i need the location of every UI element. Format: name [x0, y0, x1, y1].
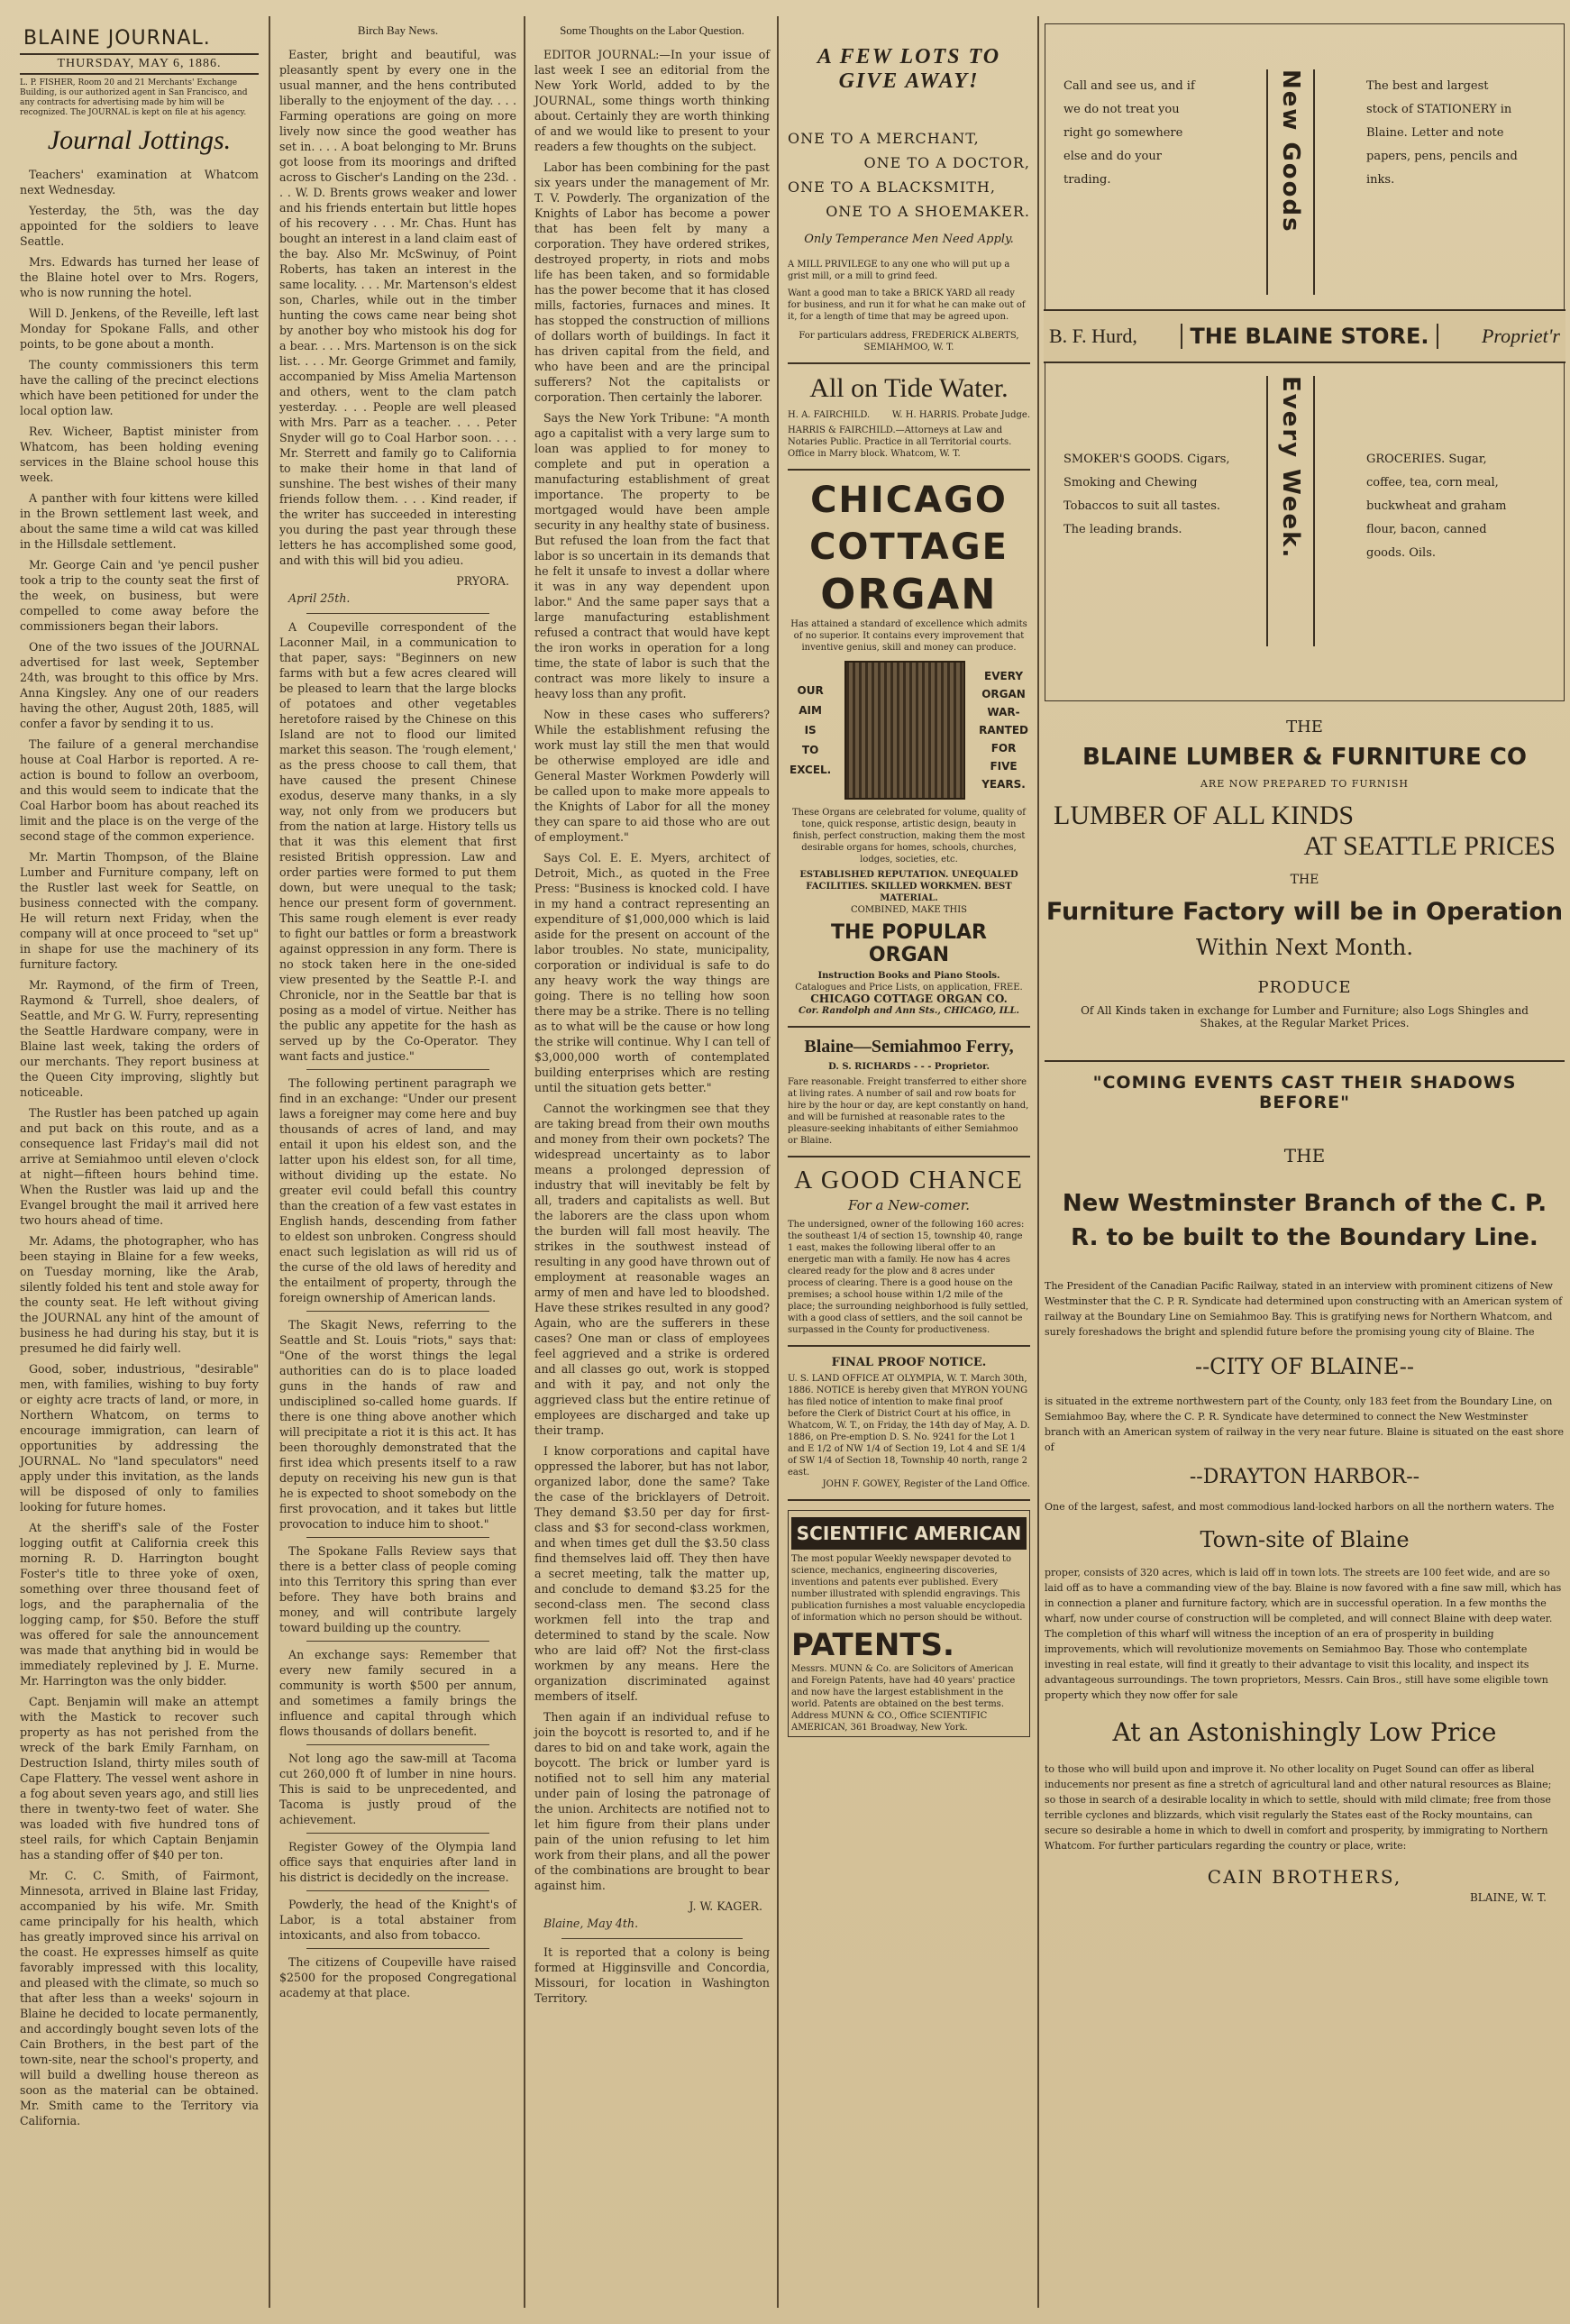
ad-headline: BLAINE LUMBER & FURNITURE CO	[1082, 744, 1527, 771]
paragraph: A panther with four kittens were killed in the Brown settlement last week, and about the same time a wild cat was killed in the Hillsdale settlement.	[20, 491, 259, 551]
paragraph: Easter, bright and beautiful, was pleasantly spent by every one in the usual manner, and the hens contributed liberally to the enjoyment of the day. . . . Farming operations are going on more lively now since the good weather has set in. . . . A boat belonging to Mr. Bruns got loose from its moorings and drifted across to Gischer's Landing on the 23d. . . . W. D. Brents grows weaker and lower and his friends entertain but little hopes of his recovery . . . Mr. Chas. Hunt has bought an interest in a land claim east of the bay. Also Mr. McSwinuy, of Point Roberts, has taken an interest in the same locality. . . . Mr. Martenson's eldest son, Charles, while out in the timber hunting the cows came near being shot by another boy who mistook his dog for a bear. . . . Mrs. Martenson is on the sick list. . . . Mr. George Grimmet and family, accompanied by Miss Amelia Martenson and others, went to the clam patch yesterday. . . . People are well pleased with Mrs. Parr as a teacher. . . . Peter Snyder will go to Coal Harbor soon. . . . Mr. Sterrett and family go to California to make their home in that land of sunshine. The best wishes of their many friends follow them. . . . Kind reader, if the writer has succeeded in interesting you during the past year through these letters he has accomplished some good, and with this will bid you adieu.	[279, 48, 516, 567]
slogan-word: FIVE	[990, 760, 1018, 773]
ad-name: W. H. HARRIS. Probate Judge.	[891, 410, 1030, 420]
ad-text: COMBINED, MAKE THIS	[850, 905, 968, 915]
ad-sign: CAIN BROTHERS,	[1207, 1866, 1402, 1888]
ad-line: PRODUCE	[1257, 978, 1352, 997]
ad-line: ONE TO A SHOEMAKER.	[826, 203, 1030, 220]
masthead-title: BLAINE JOURNAL.	[23, 27, 211, 50]
ad-line: THE	[1286, 718, 1323, 737]
slogan-word: RANTED	[979, 724, 1028, 737]
ad-text: Call and see us, and if we do not treat you right go somewhere else and do your trading.	[1063, 79, 1195, 187]
ad-line: ONE TO A DOCTOR,	[863, 154, 1030, 171]
slogan-word: TO	[801, 744, 819, 756]
paragraph: Cannot the workingmen see that they are taking bread from their own mouths and money from their own pockets? The widespread uncertainty as to labor means a prolonged depression of industry that will inevitably be felt by all, traders and capitalists as well. But the laborers are the class upon whom the burden will fall most heavily. The strikes in the southwest instead of resulting in any good have thrown out of employment at reasonable wages an army of men and have led to bloodshed. Have these strikes resulted in any good? Again, who are the sufferers in these cases? One man or class of employees feel aggrieved and a strike is ordered and all classes go out, work is stopped and with it pay, and not only the aggrieved class but the entire retinue of employees are discharged and take up their tramp.	[534, 1102, 770, 1437]
date-note: April 25th.	[288, 591, 351, 605]
paragraph: The Spokane Falls Review says that there is a better class of people coming into this Territory this spring than ever before. They have both brains and money, and will contribute largely toward building up the country.	[279, 1544, 516, 1634]
ad-headline: "COMING EVENTS CAST THEIR SHADOWS BEFORE"	[1092, 1073, 1517, 1112]
ad-proprietor: D. S. RICHARDS - - - Proprietor.	[828, 1062, 990, 1072]
store-name: THE BLAINE STORE.	[1181, 324, 1438, 349]
slogan-word: FOR	[990, 742, 1017, 755]
ad-headline: THE POPULAR ORGAN	[831, 921, 987, 966]
slogan-word: AIM	[799, 704, 822, 717]
signature: J. W. KAGER.	[689, 1899, 762, 1913]
paragraph: Teachers' examination at Whatcom next Wednesday.	[20, 168, 259, 197]
article-body	[534, 47, 770, 2006]
paragraph: The following pertinent paragraph we find in an exchange: "Under our present laws a foreigner may come here and buy thousands of acres of land, and may entail it upon his eldest son, and the latter upon his eldest son, for all time, without dividing up the estate. No greater evil could befall this country than the creation of a few vast estates in English hands, descending from father to eldest son unbroken. Congress should enact such legislation as will rid us of the curse of the old laws of heredity and the entailment of property, through the foreign ownership of American lands.	[279, 1076, 516, 1304]
paragraph: I know corporations and capital have oppressed the laborer, but has not labor, organized labor, done the same? Take the case of the bricklayers of Detroit. They demand $3.50 per day for first-class and $3 for second-class workmen, and when times get dull the $3.50 class find themselves laid off. They then have a secret meeting, talk the matter up, and conclude to demand $3.25 for the second-class men. The second class workmen fell into the trap and determined to stand by the scale. Now who are laid off? Not the first-class workmen by any means. Here the organization discriminated against members of itself.	[534, 1444, 770, 1703]
ad-text: Want a good man to take a BRICK YARD all ready for business, and run it for what he can make out of it, for a length of time that may be agreed upon.	[788, 288, 1026, 322]
scientific-american-ad	[788, 1510, 1030, 1737]
ad-name: H. A. FAIRCHILD.	[788, 410, 871, 420]
paragraph: Labor has been combining for the past six years under the management of Mr. T. V. Powderly. The organization of the Knights of Labor has become a power that has been felt by many a corporation. They have ordered strikes, destroyed property, in riots and mobs life has been taken, and so formidable has the power become that it has closed mills, factories, furnaces and mines. It has stopped the construction of millions of dollars worth of buildings. In fact it has driven capital from the field, and who have been and are the principal sufferers? Not the capitalists or corporation. Then certainly the laborer.	[534, 160, 770, 404]
signature: PRYORA.	[456, 574, 509, 588]
coming-events-ad	[1045, 1073, 1565, 1904]
ad-headline: AT SEATTLE PRICES	[1303, 831, 1556, 861]
ad-headline: SCIENTIFIC AMERICAN	[791, 1517, 1027, 1550]
column-4-ads	[779, 18, 1039, 2308]
ad-text: The most popular Weekly newspaper devoted to science, mechanics, engineering discoveries, inventions and patents ever published. Every number illustrated with splendid engravings. This publication furnishes a most valuable encyclopedia of information which no person should be without.	[791, 1554, 1026, 1623]
ad-line: THE	[1290, 873, 1319, 887]
ad-line: ONE TO A MERCHANT,	[788, 130, 980, 147]
paragraph: Mrs. Edwards has turned her lease of the Blaine hotel over to Mrs. Rogers, who is now running the hotel.	[20, 255, 259, 299]
ad-headline: LUMBER OF ALL KINDS	[1054, 801, 1355, 830]
ad-text: ESTABLISHED REPUTATION. UNEQUALED FACILITIES. SKILLED WORKMEN. BEST MATERIAL.	[799, 870, 1018, 903]
article-body	[20, 167, 259, 2128]
organ-ad	[788, 480, 1030, 1017]
divider	[788, 1499, 1030, 1501]
ad-headline: CHICAGO	[810, 480, 1008, 521]
section-heading: Journal Jottings.	[47, 125, 232, 155]
blaine-store-ad	[1045, 23, 1565, 701]
column-1	[11, 18, 268, 2308]
tide-ad	[788, 373, 1030, 460]
ad-text: HARRIS & FAIRCHILD.—Attorneys at Law and Notaries Public. Practice in all Territorial courts. Office in Marry block. Whatcom, W. T.	[788, 425, 1012, 459]
divider	[306, 1833, 489, 1834]
vertical-banner: Every Week.	[1266, 376, 1315, 646]
paragraph: Then again if an individual refuse to join the boycott is resorted to, and if he dares to bid on and take work, again the boycott. The brick or lumber yard is notified not to sell him any material under pain of losing the patronage of the union. Architects are notified not to let him figure from their plans under pain of the union refusing to let him work from their plans, and all the power of the combinations are brought to bear against him.	[534, 1710, 770, 1892]
store-proprietor: Propriet'r	[1481, 325, 1560, 347]
lots-ad	[788, 45, 1030, 353]
divider	[788, 469, 1030, 471]
ad-note: Only Temperance Men Need Apply.	[804, 233, 1014, 246]
ferry-ad	[788, 1037, 1030, 1147]
divider	[306, 1948, 489, 1949]
divider	[788, 1345, 1030, 1347]
section-heading: Birch Bay News.	[357, 23, 439, 37]
ad-subhead: For a New-comer.	[848, 1197, 970, 1213]
vertical-banner: New Goods	[1266, 69, 1315, 295]
ad-headline: Town-site of Blaine	[1200, 1527, 1410, 1552]
paragraph: Will D. Jenkens, of the Reveille, left last Monday for Spokane Falls, and other points, to be gone about a month.	[20, 307, 259, 351]
date-note: Blaine, May 4th.	[543, 1917, 639, 1930]
lumber-ad	[1045, 718, 1565, 1029]
divider	[788, 1026, 1030, 1028]
ad-line: ARE NOW PREPARED TO FURNISH	[1200, 778, 1409, 790]
column-5-ads	[1039, 18, 1570, 2308]
ad-sign: JOHN F. GOWEY, Register of the Land Office.	[822, 1479, 1030, 1489]
ad-line: ONE TO A BLACKSMITH,	[788, 178, 996, 196]
paragraph: An exchange says: Remember that every new family secured in a community is worth $500 per annum, and sometimes a family brings the influence and capital through which flows thousands of dollars benefit.	[279, 1648, 516, 1738]
paragraph: Capt. Benjamin will make an attempt with the Mastick to recover such property as has not perished from the wreck of the bark Emily Farnham, on Destruction Island, thirty miles south of Cape Flattery. The vessel went ashore in a fog about seven years ago, and still lies there in twenty-two feet of water. She was loaded with five hundred tons of steel rails, for which Captain Benjamin has a standing offer of $40 per ton.	[20, 1695, 259, 1862]
agent-note: L. P. FISHER, Room 20 and 21 Merchants' Exchange Building, is our authorized agent in San Francisco, and any contracts for advertising made by him will be recognized. The JOURNAL is kept on file at his agency.	[20, 78, 248, 117]
ad-text: Instruction Books and Piano Stools.	[817, 971, 1000, 981]
paragraph: The county commissioners this term have the calling of the precinct elections which have been petitioned for under the local option law.	[20, 358, 259, 417]
paragraph: Mr. Raymond, of the firm of Treen, Raymond & Turrell, shoe dealers, of Seattle, and Mr G. W. Furry, representing the Seattle Hardware company, were in Blaine last week, taking the orders of our merchants. They report business at the Queen City improving, slightly but noticeable.	[20, 978, 259, 1099]
paragraph: Good, sober, industrious, "desirable" men, with families, wishing to buy forty or eighty acre tracts of land, or more, in Northern Whatcom, on terms to encourage immigration, can learn of opportunities by addressing the JOURNAL. No "land speculators" need apply under this invitation, as the lands will be disposed of only to families looking for future homes.	[20, 1362, 259, 1514]
ad-text: is situated in the extreme northwestern part of the County, only 183 feet from the Boundary Line, on Semiahmoo Bay, where the C. P. R. Syndicate have determined to connect the New Westminster branch with an American system of railway in the very near future. Blaine is situated on the east shore of	[1045, 1395, 1565, 1453]
divider	[306, 1069, 489, 1070]
paragraph: Not long ago the saw-mill at Tacoma cut 260,000 ft of lumber in nine hours. This is said to be unprecedented, and Tacoma is justly proud of the achievement.	[279, 1752, 516, 1826]
column-2	[270, 18, 525, 2308]
paragraph: The Skagit News, referring to the Seattle and St. Louis "riots," says that: "One of the worst things the legal authorities can do is to place loaded guns in the hands of raw and undisciplined so-called home guards. If there is one thing above another which will precipitate a riot it is this act. It has been thoroughly demonstrated that the first idea which presents itself to a raw deputy on receiving his new gun is that he is expected to shoot somebody on the first provocation, and it takes but little provocation to induce him to shoot."	[279, 1318, 516, 1531]
divider	[561, 1938, 743, 1939]
paragraph: The citizens of Coupeville have raised $2500 for the proposed Congregational academy at that place.	[279, 1955, 516, 1999]
slogan-word: ORGAN	[981, 688, 1026, 700]
divider	[788, 362, 1030, 364]
ad-line: THE	[1283, 1145, 1326, 1167]
slogan-word: IS	[804, 724, 817, 737]
ad-headline: ORGAN	[820, 570, 998, 618]
ad-headline: A GOOD CHANCE	[794, 1167, 1024, 1194]
paragraph: At the sheriff's sale of the Foster logging outfit at California creek this morning R. D. Harrington bought Foster's title to three yoke of oxen, something over three thousand feet of logs, and the paraphernalia of the logging camp, for $50. Before the stuff was offered for sale the announcement was made that anything bid in would be immediately replevined by J. E. Murne. Mr. Harrington was the only bidder.	[20, 1521, 259, 1688]
paragraph: Now in these cases who sufferers? While the establishment refusing the work must lay still the men that would be otherwise employed are idle and General Master Workmen Powderly will be called upon to make more appeals to the Knights of Labor for all the money they can spare to aid those who are out of employment."	[534, 708, 770, 844]
chance-ad	[788, 1167, 1030, 1336]
ad-headline: Furniture Factory will be in Operation	[1045, 898, 1564, 926]
column-3	[525, 18, 779, 2308]
divider	[306, 613, 489, 614]
divider	[306, 1890, 489, 1891]
paragraph: One of the two issues of the JOURNAL advertised for last week, September 24th, was brought to this office by Mrs. Anna Kingsley. Any one of our readers having the other, August 20th, 1885, will confer a favor by sending it to us.	[20, 640, 259, 730]
ad-headline: At an Astonishingly Low Price	[1112, 1717, 1497, 1747]
organ-slogan-left	[790, 681, 831, 780]
ad-address: Cor. Randolph and Ann Sts., CHICAGO, ILL.	[798, 1006, 1019, 1016]
paragraph: Mr. C. C. Smith, of Fairmont, Minnesota, arrived in Blaine last Friday, accompanied by his wife. Mr. Smith came principally for his health, which has greatly improved since his arrival on the coast. He expresses himself as quite favorably impressed with this locality, and pleased with the climate, so much so that after less than a weeks' sojourn in Blaine he decided to locate permanently, and accordingly bought seven lots of the Cain Brothers, in the best part of the town-site, near the school's property, and will build a dwelling house thereon as soon as the material can be obtained. Mr. Smith came to the Territory via California.	[20, 1869, 259, 2127]
article-body	[279, 47, 516, 2000]
paragraph: EDITOR JOURNAL:—In your issue of last week I see an editorial from the New York World, added to by the JOURNAL, some things worth thinking about. Certainly they are worth thinking of and we would like to present to your readers a few thoughts on the subject.	[534, 48, 770, 153]
divider	[306, 1537, 489, 1538]
organ-slogan-right	[979, 667, 1028, 793]
slogan-word: OUR	[797, 684, 824, 697]
store-name-bar	[1044, 309, 1565, 363]
paragraph: Register Gowey of the Olympia land office says that enquiries after land in his district is decidedly on the increase.	[279, 1840, 516, 1884]
divider	[306, 1744, 489, 1745]
organ-illustration-row	[790, 661, 1028, 800]
ad-headline: All on Tide Water.	[809, 373, 1009, 403]
ad-sign-place: BLAINE, W. T.	[1469, 1891, 1547, 1904]
paragraph: Mr. Adams, the photographer, who has been staying in Blaine for a few weeks, on Tuesday morning, like the Arab, silently folded his tent and stole away for the county seat. He left without giving the JOURNAL any hint of the amount of business he had during his stay, but it is presumed he did fairly well.	[20, 1234, 259, 1355]
ad-text: proper, consists of 320 acres, which is laid off in town lots. The streets are 100 feet wide, and are so laid off as to have a commanding view of the bay. Blaine is now favored with a fine saw mill, which has in connection a planer and furniture factory, which are in successful operation. In a few months the wharf, now under course of construction will be completed, and will connect Blaine with deep water. The completion of this wharf will witness the inception of an era of prosperity in building improvements, which will revolutionize movements on Semiahmoo Bay. Those who contemplate investing in real estate, will find it greatly to their advantage to visit this locality, and inspect its advantageous surroundings. The town proprietors, Messrs. Cain Bros., still have some eligible town property which they now offer for sale	[1045, 1567, 1562, 1701]
paragraph: Mr. George Cain and 'ye pencil pusher took a trip to the county seat the first of the week, on business, but were compelled to come away before the commissioners began their labors.	[20, 558, 259, 633]
slogan-word: EXCEL.	[790, 764, 832, 776]
paragraph: It is reported that a colony is being formed at Higginsville and Concordia, Missouri, for location in Washington Territory.	[534, 1945, 770, 2005]
proof-notice	[788, 1356, 1030, 1490]
divider	[1045, 1060, 1565, 1062]
ad-line: Within Next Month.	[1195, 935, 1413, 960]
ad-headline: Blaine—Semiahmoo Ferry,	[804, 1037, 1014, 1057]
divider	[788, 1156, 1030, 1157]
ad-headline: A FEW LOTS TO GIVE AWAY!	[817, 45, 1001, 93]
ad-headline: PATENTS.	[791, 1627, 954, 1663]
ad-text: Of All Kinds taken in exchange for Lumber and Furniture; also Logs Shingles and Shakes, at the Regular Market Prices.	[1081, 1004, 1529, 1029]
ad-text: The undersigned, owner of the following 160 acres: the southeast 1/4 of section 15, township 40, range 1 east, makes the following liberal offer to an energetic man with a family. He now has 4 acres cleared ready for the plow and 8 acres under process of clearing. There is a good house on the premises; a school house within 1/2 mile of the place; the surrounding neighborhood is fully settled, with a good class of settlers, and the soil cannot be surpassed in the County for productiveness.	[788, 1220, 1029, 1335]
slogan-word: WAR-	[987, 706, 1020, 718]
paragraph: Says Col. E. E. Myers, architect of Detroit, Mich., as quoted in the Free Press: "Business is knocked cold. I have in my hand a contract representing an expenditure of $1,000,000 which is laid aside for the present on account of the labor troubles. No state, municipality, corporation or individual is safe to do any heavy work the way things are going. There is no telling how soon there may be a strike. There is no telling as to what will be the cause or how long the strike will continue. Why I can tell of $3,000,000 worth of contemplated building enterprises which are resting until the situation gets better."	[534, 851, 770, 1094]
ad-text: Catalogues and Price Lists, on application, FREE.	[795, 983, 1023, 993]
ad-text: Messrs. MUNN & Co. are Solicitors of American and Foreign Patents, have had 40 years' practice and now have the largest establishment in the world. Patents are obtained on the best terms. Address MUNN & CO., Office SCIENTIFIC AMERICAN, 361 Broadway, New York.	[791, 1664, 1016, 1733]
ad-headline: --DRAYTON HARBOR--	[1189, 1466, 1420, 1488]
ad-text: The best and largest stock of STATIONERY in Blaine. Letter and note papers, pens, pencils and inks.	[1366, 79, 1518, 187]
ad-text: The President of the Canadian Pacific Railway, stated in an interview with prominent citizens of New Westminster that the C. P. R. Syndicate had determined upon constructing with an American system of railway at the Boundary Line on Semiahmoo Bay. This is gratifying news for Northern Whatcom, and surely foreshadows the bright and splendid future before the promising young city of Blaine. The	[1045, 1280, 1563, 1338]
organ-engraving	[844, 661, 965, 800]
ad-text: A MILL PRIVILEGE to any one who will put up a grist mill, or a mill to grind feed.	[788, 260, 1010, 281]
ad-company: CHICAGO COTTAGE ORGAN CO.	[810, 993, 1008, 1005]
paragraph: Says the New York Tribune: "A month ago a capitalist with a very large sum to loan was applied to for money to complete and put in operation a manufacturing establishment of great importance. The property to be mortgaged would have been ample security in any healthy state of business. But refused the loan from the fact that labor is so uncertain in its demands that he felt it unsafe to invest a dollar where it was in any way dependent upon labor." And the same paper says that a large manufacturing establishment refused a contract that would have kept the iron works in operation for a long time, the state of labor is such that the contract was more likely to insure a heavy loss than any profit.	[534, 411, 770, 700]
ad-names	[788, 409, 1030, 421]
paragraph: Mr. Martin Thompson, of the Blaine Lumber and Furniture company, left on the Rustler last week for Seattle, on business connected with the company. He will return next Friday, when the company will at once proceed to "set up" in shape for use the machinery of its furniture factory.	[20, 850, 259, 971]
slogan-word: EVERY	[984, 670, 1024, 682]
ad-contact: For particulars address, FREDERICK ALBERTS, SEMIAHMOO, W. T.	[799, 331, 1019, 352]
paragraph: A Coupeville correspondent of the Laconner Mail, in a communication to that paper, says: "Beginners on new farms with but a few acres cleared will be pleased to learn that the large blocks of potatoes and other vegetables heretofore raised by the Chinese on this Island are not to flood our limited market this season. The 'rough element,' as the press choose to call them, that have caused the present Chinese exodus, deserve many thanks, in a sly way, not only from we producers but from the nation at large. History tells us that it was this element that first resisted British oppression. Law and order parties were formed to put them down, but were unequal to the task; hence our present form of government. This same rough element is ever ready to fight our battles or form a breastwork against oppression in any form. There is no stock taken here in the one-sided view presented by the Seattle P.-I. and Chronicle, nor in the Seattle bar that is posing as a model of virtue. Neither has the public any appetite for the hash as served up by the Co-Operator. They want facts and justice."	[279, 620, 516, 1063]
paragraph: The failure of a general merchandise house at Coal Harbor is reported. A re-action is bound to follow an overboom, and this would seem to indicate that the Coal Harbor boom has about reached its limit and the place is on the verge of the second stage of the common experience.	[20, 737, 259, 843]
slogan-word: YEARS.	[981, 778, 1026, 791]
paragraph: Yesterday, the 5th, was the day appointed for the soldiers to leave Seattle.	[20, 204, 259, 248]
ad-text: to those who will build upon and improve it. No other locality on Puget Sound can offer as liberal inducements nor present as fine a stretch of agricultural land and other natural resources as Blaine; so those in search of a desirable locality in which to settle, should with mild climate; free from those terrible cyclones and blizzards, which visit regularly the States east of the Rocky mountains, can secure so desirable a home in which to dwell in comfort and prosperity, by immigrating to Northern Whatcom. For further particulars regarding the country or place, write:	[1045, 1763, 1552, 1852]
ad-headline: --CITY OF BLAINE--	[1194, 1354, 1415, 1379]
paragraph: The Rustler has been patched up again and put back on this route, and as a consequence last Friday's mail did not arrive at Semiahmoo until eleven o'clock at night—fifteen hours behind time. When the Rustler was laid up and the Evangel brought the mail it arrived here two hours ahead of time.	[20, 1106, 259, 1227]
ad-text: One of the largest, safest, and most commodious land-locked harbors on all the northern waters. The	[1045, 1501, 1555, 1513]
dateline: THURSDAY, MAY 6, 1886.	[20, 53, 259, 75]
ad-headline: COTTAGE	[809, 526, 1009, 568]
divider	[306, 1311, 489, 1312]
ad-text: SMOKER'S GOODS. Cigars, Smoking and Chewing Tobaccos to suit all tastes. The leading brands.	[1063, 453, 1230, 536]
ad-headline: FINAL PROOF NOTICE.	[831, 1356, 987, 1369]
section-heading: Some Thoughts on the Labor Question.	[560, 23, 744, 37]
ad-text: Has attained a standard of excellence which admits of no superior. It contains every improvement that inventive genius, skill and money can produce.	[790, 619, 1027, 653]
paragraph: Rev. Wicheer, Baptist minister from Whatcom, has been holding evening services in the Blaine school house this week.	[20, 425, 259, 484]
store-owner: B. F. Hurd,	[1049, 325, 1137, 347]
ad-text: These Organs are celebrated for volume, quality of tone, quick response, artistic design, beauty in finish, perfect construction, making them the most desirable organs for homes, schools, churches, lodges, societies, etc.	[792, 808, 1026, 865]
paragraph: Powderly, the head of the Knight's of Labor, is a total abstainer from intoxicants, and also from tobacco.	[279, 1898, 516, 1942]
ad-headline: New Westminster Branch of the C. P. R. to be built to the Boundary Line.	[1062, 1190, 1547, 1251]
ad-text: U. S. LAND OFFICE AT OLYMPIA, W. T. March 30th, 1886. NOTICE is hereby given that MYRON YOUNG has filed notice of intention to make final proof before the Clerk of District Court at his office, in Whatcom, W. T., on Friday, the 14th day of May, A. D. 1886, on Pre-emption D. S. No. 9241 for the Lot 1 and E 1/2 of NW 1/4 of Section 19, Lot 4 and SE 1/4 of SW 1/4 of Section 18, Township 40 north, range 2 east.	[788, 1374, 1030, 1478]
ad-text: Fare reasonable. Freight transferred to either shore at living rates. A number of sail and row boats for hire by the hour or day, are kept constantly on hand, and will be furnished at reasonable rates to the pleasure-seeking inhabitants of either Semiahmoo or Blaine.	[788, 1077, 1029, 1146]
ad-text: GROCERIES. Sugar, coffee, tea, corn meal, buckwheat and graham flour, bacon, canned goods. Oils.	[1366, 453, 1507, 560]
divider	[306, 1641, 489, 1642]
